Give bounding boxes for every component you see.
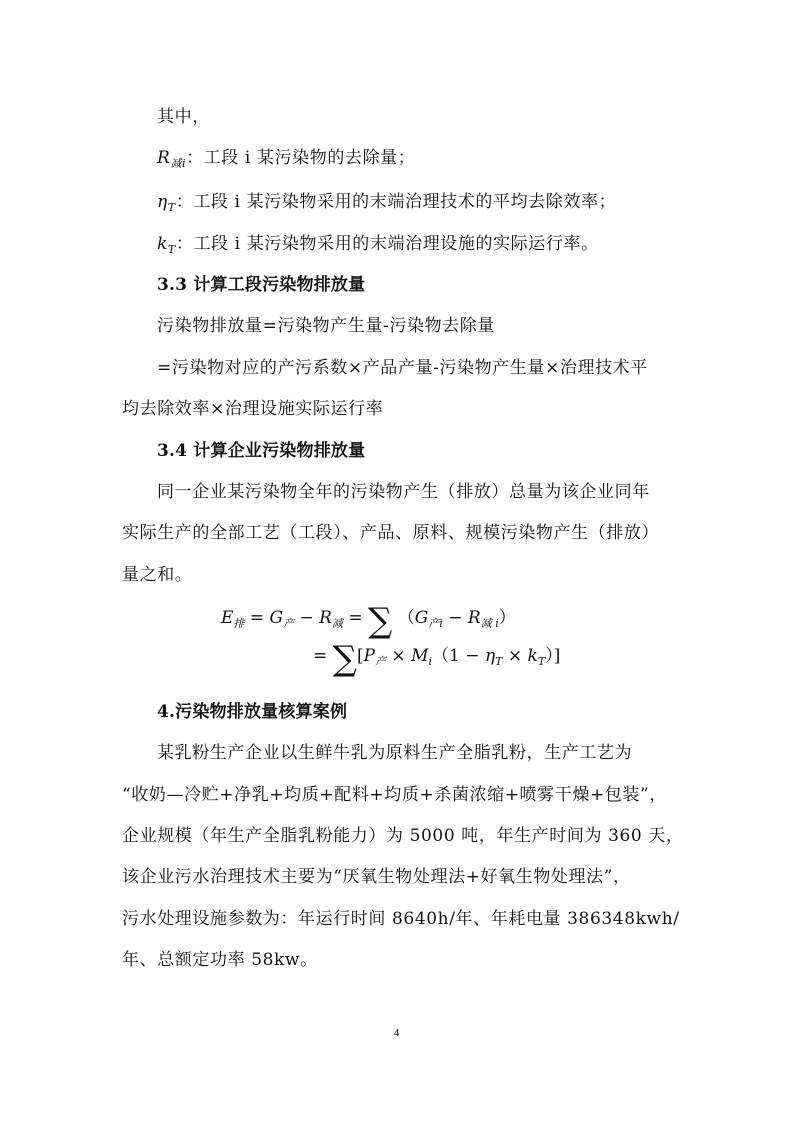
formula-m: M [411,646,429,666]
definition-k [157,232,599,262]
section-4-line2: “收奶—冷贮+净乳+均质+配料+均质+杀菌浓缩+喷雾干燥+包装”， [122,785,667,805]
formula-p: P [363,646,376,666]
formula-k: k [527,646,538,666]
formula-bracket-close: ] [553,646,561,666]
formula-g: G [269,608,284,628]
page-number: 4 [393,1027,400,1039]
section-3-3-line3: 均去除效率×治理设施实际运行率 [122,399,384,419]
formula-sum-2: ∑ [332,639,357,679]
formula-gi: G [414,608,429,628]
formula-eta-sub: T [495,655,503,668]
formula-eq-3: = [313,646,328,666]
intro-line: 其中， [157,107,210,127]
section-3-4-title: 3.4 计算企业污染物排放量 [157,441,366,461]
definition-r-text: ：工段 i 某污染物的去除量； [186,148,416,168]
formula-line-1 [221,601,516,641]
formula-bracket-open: [ [356,646,364,666]
formula-ri-sub: 减 i [480,617,499,630]
definition-k-text: ：工段 i 某污染物采用的末端治理设施的实际运行率。 [175,234,599,254]
definition-eta-text: ：工段 i 某污染物采用的末端治理技术的平均去除效率； [175,192,617,212]
formula-sum-1: ∑ [368,601,393,641]
section-3-4-line3: 量之和。 [122,565,193,585]
formula-gi-sub: 产i [428,617,443,630]
section-4-line1: 某乳粉生产企业以生鲜牛乳为原料生产全脂乳粉，生产工艺为 [157,743,633,763]
formula-m-sub: i [428,655,433,668]
formula-g-sub: 产 [283,617,295,630]
section-3-3-title: 3.3 计算工段污染物排放量 [157,275,366,295]
formula-one: 1 [449,646,460,666]
symbol-eta: η [157,192,168,212]
formula-r-sub: 减 [331,617,343,630]
section-4-line5: 污水处理设施参数为：年运行时间 8640h/年、年耗电量 386348kwh/ [122,909,680,929]
subscript-eta: T [167,201,176,214]
formula-r: R [319,608,332,628]
formula-ri: R [467,608,481,628]
formula-eq-1: = [249,608,265,628]
formula-minus-1: − [299,608,314,628]
section-3-4-line1: 同一企业某污染物全年的污染物产生（排放）总量为该企业同年 [157,482,650,502]
formula-line-2 [313,639,561,679]
section-4-line6: 年、总额定功率 58kw。 [122,950,318,970]
formula-paren-open-2: （ [432,646,450,666]
formula-minus-2: − [448,608,463,628]
definition-r [157,146,415,176]
formula-eq-2: = [348,608,363,628]
section-4-line3: 企业规模（年生产全脂乳粉能力）为 5000 吨，年生产时间为 360 天， [122,826,684,846]
formula-paren-close-2: ） [545,646,554,666]
formula-e-sub: 排 [233,617,245,630]
formula-paren-close-1: ） [498,608,516,628]
subscript-k: T [167,243,176,256]
formula-minus-3: − [465,646,480,666]
formula-times-2: × [507,646,523,666]
formula-paren-open-1: （ [397,608,415,628]
formula-k-sub: T [537,655,546,668]
symbol-r: R [157,148,171,168]
section-4-line4: 该企业污水治理技术主要为“厌氧生物处理法+好氧生物处理法”， [122,867,631,887]
definition-eta [157,190,616,220]
section-4-title: 4.污染物排放量核算案例 [157,702,348,722]
formula-times-1: × [391,646,406,666]
section-3-3-line2: =污染物对应的产污系数×产品产量-污染物产生量×治理技术平 [157,358,648,378]
section-3-4-line2: 实际生产的全部工艺（工段）、产品、原料、规模污染物产生（排放） [122,523,660,543]
section-3-3-line1: 污染物排放量=污染物产生量-污染物去除量 [157,316,495,336]
formula-p-sub: 产 [375,655,387,668]
formula-e: E [221,608,234,628]
symbol-k: k [157,234,168,254]
subscript-r: 减i [170,157,187,170]
formula-eta: η [484,646,496,666]
